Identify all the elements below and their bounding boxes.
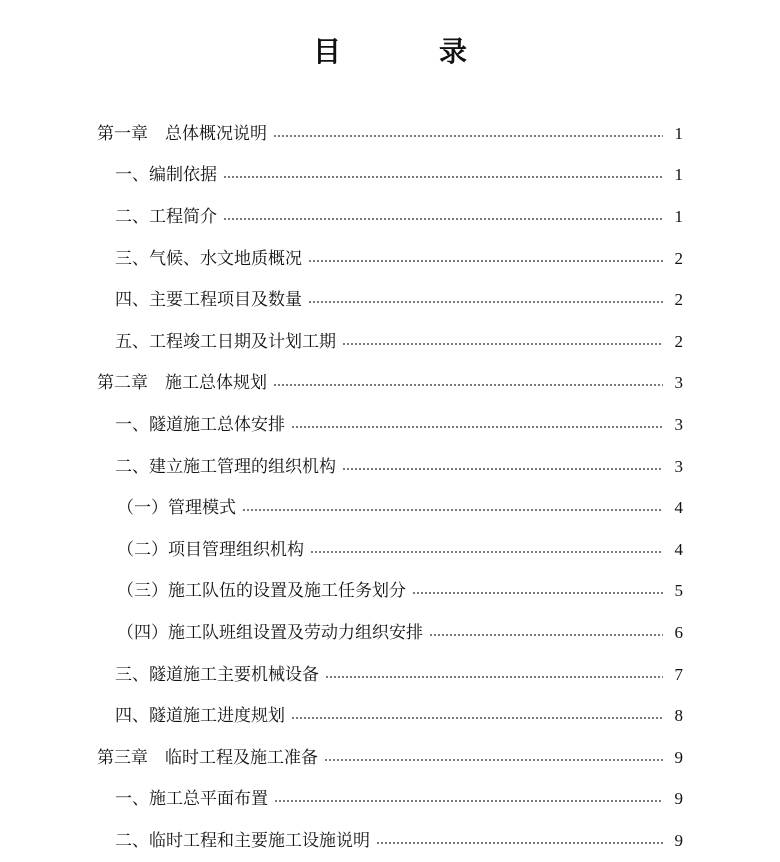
toc-entry-page: 6 [674, 622, 683, 642]
toc-entry[interactable] [0, 820, 780, 862]
toc-entry[interactable] [0, 155, 780, 197]
toc-entry[interactable] [0, 571, 780, 613]
toc-entry-label: 二、临时工程和主要施工设施说明 [115, 830, 370, 851]
dot-leader [342, 343, 663, 345]
toc-entry-label: 第一章 总体概况说明 [97, 123, 267, 144]
toc-entry[interactable] [0, 363, 780, 405]
toc-entry-page: 4 [674, 498, 683, 518]
toc-entry-label: 五、工程竣工日期及计划工期 [115, 331, 336, 352]
page-title-char-1: 目 [312, 35, 341, 68]
dot-leader [223, 218, 663, 220]
toc-entry-label: 二、建立施工管理的组织机构 [115, 456, 336, 477]
toc-entry-label: 第二章 施工总体规划 [97, 373, 267, 394]
toc-entry-page: 2 [674, 290, 683, 310]
toc-entry-label: 三、隧道施工主要机械设备 [115, 664, 319, 685]
toc-entry-label: （四）施工队班组设置及劳动力组织安排 [117, 622, 423, 643]
toc-entry[interactable] [0, 321, 780, 363]
table-of-contents [0, 113, 780, 862]
toc-entry-page: 2 [674, 331, 683, 351]
toc-entry-label: （二）项目管理组织机构 [117, 539, 304, 560]
toc-entry[interactable] [0, 612, 780, 654]
dot-leader [273, 135, 663, 137]
dot-leader [223, 176, 663, 178]
toc-entry-page: 9 [674, 789, 683, 809]
toc-entry-page: 8 [674, 706, 683, 726]
toc-entry-page: 1 [674, 123, 683, 143]
toc-entry[interactable] [0, 487, 780, 529]
dot-leader [308, 260, 663, 262]
toc-entry[interactable] [0, 779, 780, 821]
toc-entry[interactable] [0, 446, 780, 488]
toc-entry[interactable] [0, 529, 780, 571]
toc-entry[interactable] [0, 238, 780, 280]
dot-leader [291, 717, 663, 719]
toc-entry-page: 3 [674, 456, 683, 476]
dot-leader [325, 676, 663, 678]
toc-entry-label: 一、编制依据 [115, 165, 217, 186]
toc-entry-page: 3 [674, 414, 683, 434]
toc-entry-label: 第三章 临时工程及施工准备 [97, 747, 318, 768]
toc-entry-page: 9 [674, 747, 683, 767]
toc-entry-label: 二、工程简介 [115, 206, 217, 227]
toc-entry-label: 一、隧道施工总体安排 [115, 414, 285, 435]
toc-entry-page: 7 [674, 664, 683, 684]
toc-entry-page: 9 [674, 830, 683, 850]
toc-entry-page: 5 [674, 581, 683, 601]
dot-leader [376, 842, 663, 844]
page-title-char-2: 录 [439, 35, 468, 68]
toc-entry-label: （三）施工队伍的设置及施工任务划分 [117, 581, 406, 602]
toc-entry[interactable] [0, 196, 780, 238]
toc-entry[interactable] [0, 695, 780, 737]
dot-leader [412, 592, 663, 594]
dot-leader [310, 551, 663, 553]
toc-entry[interactable] [0, 113, 780, 155]
toc-entry-label: 三、气候、水文地质概况 [115, 248, 302, 269]
dot-leader [274, 800, 663, 802]
toc-entry-label: 一、施工总平面布置 [115, 789, 268, 810]
dot-leader [273, 384, 663, 386]
toc-entry-page: 3 [674, 373, 683, 393]
toc-entry-label: （一）管理模式 [117, 498, 236, 519]
page-title [0, 30, 780, 74]
dot-leader [324, 759, 663, 761]
toc-entry-page: 4 [674, 539, 683, 559]
toc-entry-page: 1 [674, 165, 683, 185]
dot-leader [291, 426, 663, 428]
toc-entry-page: 2 [674, 248, 683, 268]
toc-entry[interactable] [0, 279, 780, 321]
dot-leader [342, 468, 663, 470]
toc-entry-page: 1 [674, 206, 683, 226]
dot-leader [242, 509, 663, 511]
dot-leader [429, 634, 663, 636]
toc-entry-label: 四、主要工程项目及数量 [115, 290, 302, 311]
toc-entry[interactable] [0, 404, 780, 446]
toc-entry[interactable] [0, 737, 780, 779]
toc-entry[interactable] [0, 654, 780, 696]
dot-leader [308, 301, 663, 303]
toc-entry-label: 四、隧道施工进度规划 [115, 706, 285, 727]
